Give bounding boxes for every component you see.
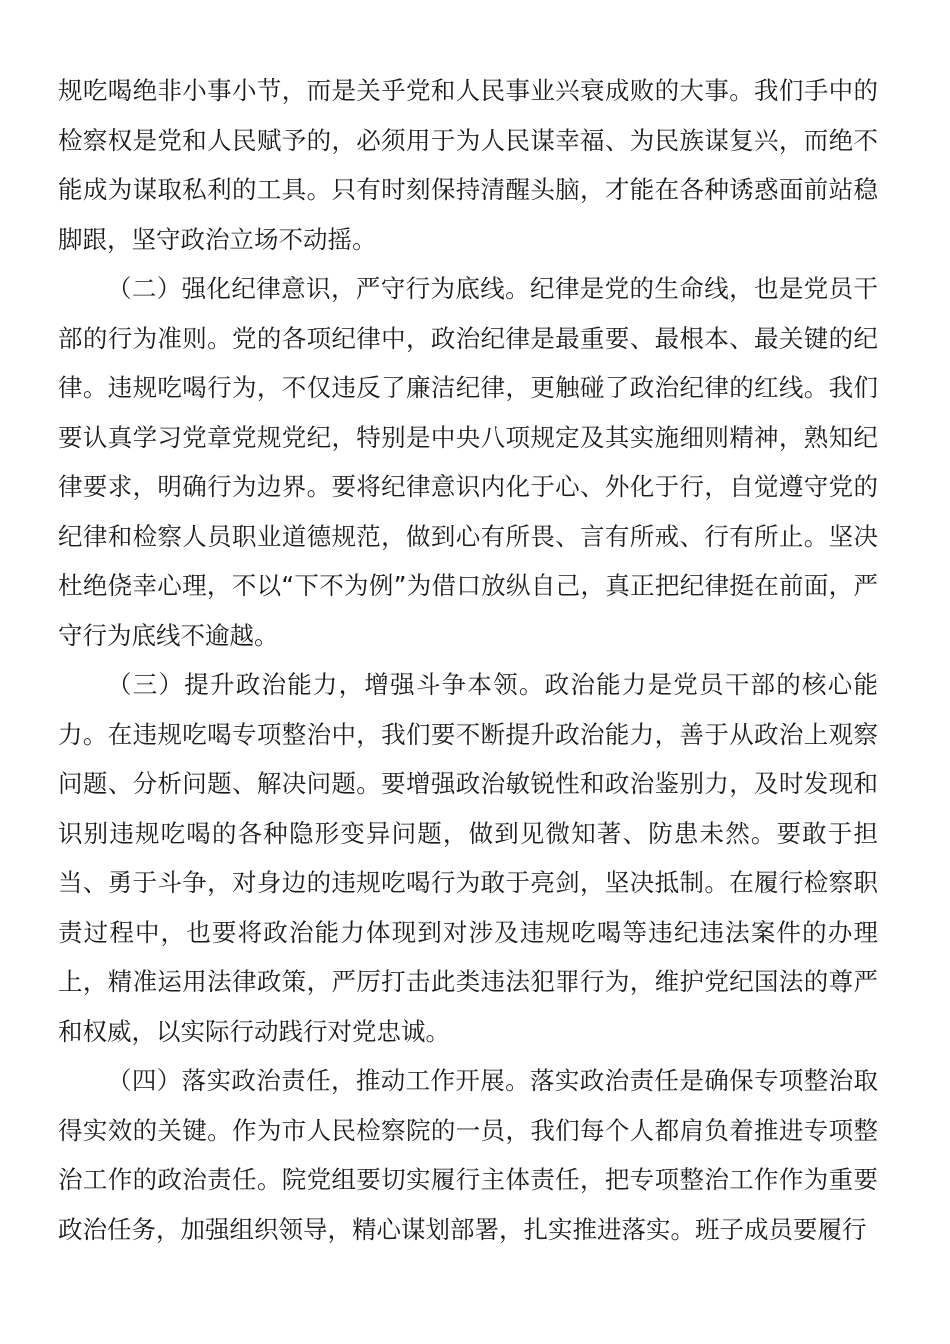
document-page xyxy=(58,66,878,1254)
paragraph-section-4: （四）落实政治责任，推动工作开展。落实政治责任是确保专项整治取得实效的关键。作为市人民检察院的一员，我们每个人都肩负着推进专项整治工作的政治责任。院党组要切实履行主体责任，把专项整治工作作为重要政治任务，加强组织领导，精心谋划部署，扎实推进落实。班子成员要履行 xyxy=(58,1066,878,1244)
paragraph-section-2: （二）强化纪律意识，严守行为底线。纪律是党的生命线，也是党员干部的行为准则。党的各项纪律中，政治纪律是最重要、最根本、最关键的纪律。违规吃喝行为，不仅违反了廉洁纪律，更触碰了政治纪律的红线。我们要认真学习党章党规党纪，特别是中央八项规定及其实施细则精神，熟知纪律要求，明确行为边界。要将纪律意识内化于心、外化于行，自觉遵守党的纪律和检察人员职业道德规范，做到心有所畏、言有所戒、行有所止。坚决杜绝侥幸心理，不以“下不为例”为借口放纵自己，真正把纪律挺在前面，严守行为底线不逾越。 xyxy=(58,274,878,650)
paragraph-section-3: （三）提升政治能力，增强斗争本领。政治能力是党员干部的核心能力。在违规吃喝专项整治中，我们要不断提升政治能力，善于从政治上观察问题、分析问题、解决问题。要增强政治敏锐性和政治鉴别力，及时发现和识别违规吃喝的各种隐形变异问题，做到见微知著、防患未然。要敢于担当、勇于斗争，对身边的违规吃喝行为敢于亮剑，坚决抵制。在履行检察职责过程中，也要将政治能力体现到对涉及违规吃喝等违纪违法案件的办理上，精准运用法律政策，严厉打击此类违法犯罪行为，维护党纪国法的尊严和权威，以实际行动践行对党忠诚。 xyxy=(58,670,878,1046)
paragraph-continuation: 规吃喝绝非小事小节，而是关乎党和人民事业兴衰成败的大事。我们手中的检察权是党和人民赋予的，必须用于为人民谋幸福、为民族谋复兴，而绝不能成为谋取私利的工具。只有时刻保持清醒头脑，才能在各种诱惑面前站稳脚跟，坚守政治立场不动摇。 xyxy=(58,76,878,254)
